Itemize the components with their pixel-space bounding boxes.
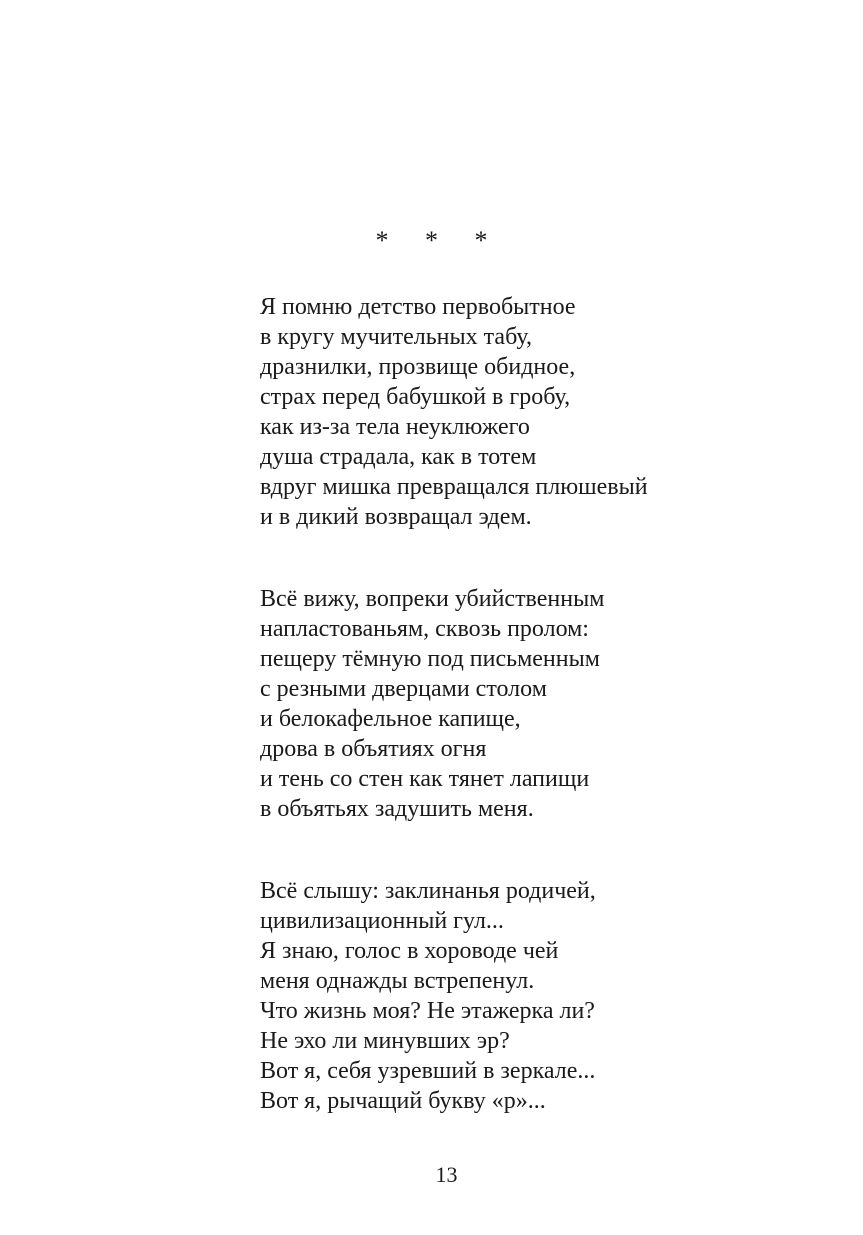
poem-line: Что жизнь моя? Не этажерка ли?: [260, 998, 595, 1024]
asterisk: *: [375, 226, 389, 255]
poem-line: как из-за тела неуклюжего: [260, 414, 530, 440]
poem-line: Не эхо ли минувших эр?: [260, 1028, 510, 1054]
poem-line: и в дикий возвращал эдем.: [260, 504, 532, 530]
stanza-3: [260, 876, 820, 1116]
asterisk: *: [474, 226, 488, 255]
poem-line: цивилизационный гул...: [260, 908, 504, 934]
poem-line: меня однажды встрепенул.: [260, 968, 535, 994]
poem-line: дрова в объятиях огня: [260, 736, 487, 762]
poem-line: в кругу мучительных табу,: [260, 324, 532, 350]
poem-line: страх перед бабушкой в гробу,: [260, 384, 571, 410]
poem-line: Вот я, рычащий букву «р»...: [260, 1088, 546, 1114]
stanza-1: [260, 292, 820, 532]
poem-line: и тень со стен как тянет лапищи: [260, 766, 590, 792]
poem-line: и белокафельное капище,: [260, 706, 521, 732]
poem-line: душа страдала, как в тотем: [260, 444, 537, 470]
poem-line: Вот я, себя узревший в зеркале...: [260, 1058, 596, 1084]
poem-line: в объятьях задушить меня.: [260, 796, 534, 822]
poem-line: Я знаю, голос в хороводе чей: [260, 938, 559, 964]
poem-line: с резными дверцами столом: [260, 676, 547, 702]
page-number: 13: [435, 1162, 458, 1187]
poem-body: [260, 292, 820, 1168]
poem-line: напластованьям, сквозь пролом:: [260, 616, 589, 642]
poem-line: Я помню детство первобытное: [260, 294, 576, 320]
poem-line: дразнилки, прозвище обидное,: [260, 354, 576, 380]
poem-line: вдруг мишка превращался плюшевый: [260, 474, 648, 500]
poem-line: Всё слышу: заклинанья родичей,: [260, 878, 596, 904]
asterisk: *: [425, 226, 438, 255]
stanza-separator: [0, 226, 863, 256]
poem-line: Всё вижу, вопреки убийственным: [260, 586, 605, 612]
poem-line: пещеру тёмную под письменным: [260, 646, 600, 672]
stanza-2: [260, 584, 820, 824]
